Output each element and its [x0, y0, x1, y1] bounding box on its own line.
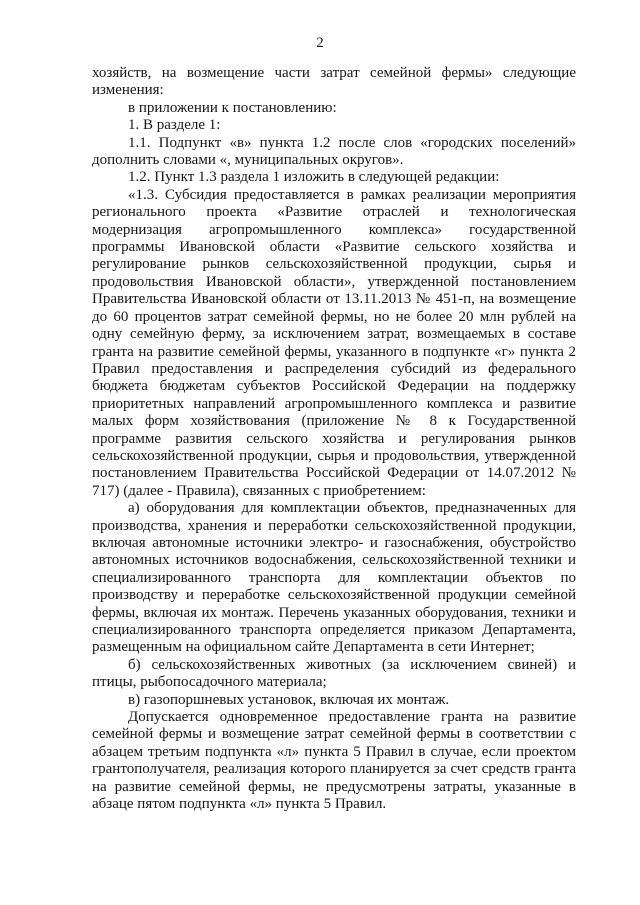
paragraph-final: Допускается одновременное предоставление гранта на развитие семейной фермы и возмещение затрат семейной фермы в соответствии с абзацем третьим подпункта «л» пункта 5 Правил в случае, если проектом грантополучателя, реализация которого планируется за счет средств гранта на развитие семейной фермы, не предусмотрены затраты, указанные в абзаце пятом подпункта «л» пункта 5 Правил. [92, 709, 576, 813]
page-number: 2 [316, 35, 324, 51]
paragraph-subitem-a: а) оборудования для комплектации объектов, предназначенных для производства, хранения и переработки сельскохозяйственной продукции, включая автономные источники электро- и газоснабжения, обустройство автономных источников водоснабжения, сельскохозяйственной техники и специализированного транспорта для комплектации объектов по производству и переработке сельскохозяйственной продукции семейной фермы, включая их монтаж. Перечень указанных оборудования, техники и специализированного транспорта определяется приказом Департамента, размещенным на официальном сайте Департамента в сети Интернет; [92, 500, 576, 656]
paragraph-item-1-2: 1.2. Пункт 1.3 раздела 1 изложить в следующей редакции: [128, 169, 500, 186]
paragraph-subitem-v: в) газопоршневых установок, включая их монтаж. [128, 691, 450, 708]
paragraph-item-1-1: 1.1. Подпункт «в» пункта 1.2 после слов «городских поселений» дополнить словами «, муниципальных округов». [92, 134, 576, 169]
document-body [92, 65, 576, 813]
paragraph-appendix-intro: в приложении к постановлению: [128, 99, 337, 116]
paragraph-item-1: 1. В разделе 1: [128, 117, 221, 134]
paragraph-subitem-b: б) сельскохозяйственных животных (за исключением свиней) и птицы, рыбопосадочного материала; [92, 656, 576, 691]
paragraph-item-1-3: «1.3. Субсидия предоставляется в рамках реализации мероприятия регионального проекта «Развитие отраслей и технологическая модернизация агропромышленного комплекса» государственной программы Ивановской области «Развитие сельского хозяйства и регулирование рынков сельскохозяйственной продукции, сырья и продовольствия Ивановской области», утвержденной постановлением Правительства Ивановской области от 13.11.2013 № 451-п, на возмещение до 60 процентов затрат семейной фермы, но не более 20 млн рублей на одну семейную ферму, за исключением затрат, возмещаемых в составе гранта на развитие семейной фермы, указанного в подпункте «г» пункта 2 Правил предоставления и распределения субсидий из федерального бюджета бюджетам субъектов Российской Федерации на поддержку приоритетных направлений агропромышленного комплекса и развитие малых форм хозяйствования (приложение № 8 к Государственной программе развития сельского хозяйства и регулирования рынков сельскохозяйственной продукции, сырья и продовольствия, утвержденной постановлением Правительства Российской Федерации от 14.07.2012 № 717) (далее - Правила), связанных с приобретением: [92, 186, 576, 499]
paragraph-continuation: хозяйств, на возмещение части затрат семейной фермы» следующие изменения: [92, 65, 576, 99]
